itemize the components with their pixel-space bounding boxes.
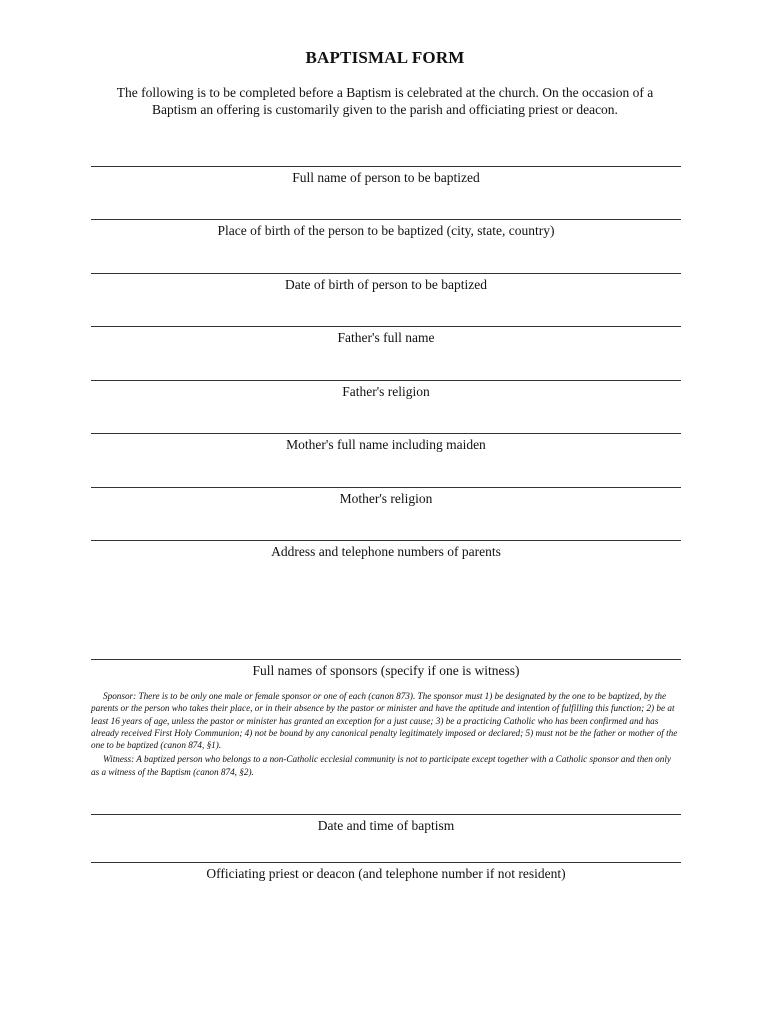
field-label: Father's full name bbox=[337, 330, 435, 345]
field-father-religion[interactable] bbox=[91, 380, 681, 400]
field-baptism-date-time[interactable] bbox=[91, 814, 681, 834]
field-line[interactable] bbox=[91, 219, 681, 220]
field-label: Full names of sponsors (specify if one is witness) bbox=[252, 663, 520, 678]
field-line[interactable] bbox=[91, 433, 681, 434]
witness-note: Witness: A baptized person who belongs to a non-Catholic ecclesial community is not to participate except together with a Catholic sponsor and then only as a witness of the Baptism (canon 874, §2). bbox=[91, 754, 671, 777]
field-line[interactable] bbox=[91, 487, 681, 488]
field-label: Officiating priest or deacon (and telephone number if not resident) bbox=[206, 866, 566, 881]
field-line[interactable] bbox=[91, 540, 681, 541]
field-line[interactable] bbox=[91, 326, 681, 327]
field-mother-religion[interactable] bbox=[91, 487, 681, 507]
field-full-name[interactable] bbox=[91, 166, 681, 186]
field-label: Full name of person to be baptized bbox=[292, 170, 480, 185]
field-line[interactable] bbox=[91, 380, 681, 381]
field-line[interactable] bbox=[91, 814, 681, 815]
field-mother-name[interactable] bbox=[91, 433, 681, 453]
field-line[interactable] bbox=[91, 862, 681, 863]
field-line[interactable] bbox=[91, 273, 681, 274]
field-label: Mother's religion bbox=[339, 491, 433, 506]
form-title: BAPTISMAL FORM bbox=[305, 48, 465, 67]
field-label: Place of birth of the person to be baptized (city, state, country) bbox=[217, 223, 555, 238]
intro-line-2: Baptism an offering is customarily given to the parish and officiating priest or deacon. bbox=[152, 102, 618, 117]
field-line[interactable] bbox=[91, 166, 681, 167]
canon-notes bbox=[91, 690, 681, 780]
field-officiant[interactable] bbox=[91, 862, 681, 882]
field-date-of-birth[interactable] bbox=[91, 273, 681, 293]
intro-text bbox=[95, 84, 675, 118]
field-line[interactable] bbox=[91, 659, 681, 660]
field-sponsors[interactable] bbox=[91, 659, 681, 679]
field-label: Father's religion bbox=[342, 384, 430, 399]
field-label: Date of birth of person to be baptized bbox=[284, 277, 488, 292]
field-label: Date and time of baptism bbox=[317, 818, 455, 833]
field-label: Address and telephone numbers of parents bbox=[271, 544, 501, 559]
intro-line-1: The following is to be completed before a Baptism is celebrated at the church. On the occasion of a bbox=[116, 85, 654, 100]
sponsor-note: Sponsor: There is to be only one male or female sponsor or one of each (canon 873). The sponsor must 1) be designated by the one to be baptized, by the parents or the person who takes their place, or in their absence by the pastor or minister and have the aptitude and intention of fulfilling this function; 2) be at least 16 years of age, unless the pastor or minister has granted an exception for a just cause; 3) be a practicing Catholic who has been confirmed and has already received First Holy Communion; 4) not be bound by any canonical penalty legitimately imposed or declared; 5) must not be the father or mother of the one to be baptized (canon 874, §1). bbox=[91, 691, 678, 751]
field-place-of-birth[interactable] bbox=[91, 219, 681, 239]
field-father-name[interactable] bbox=[91, 326, 681, 346]
field-label: Mother's full name including maiden bbox=[286, 437, 486, 452]
field-parents-address[interactable] bbox=[91, 540, 681, 560]
